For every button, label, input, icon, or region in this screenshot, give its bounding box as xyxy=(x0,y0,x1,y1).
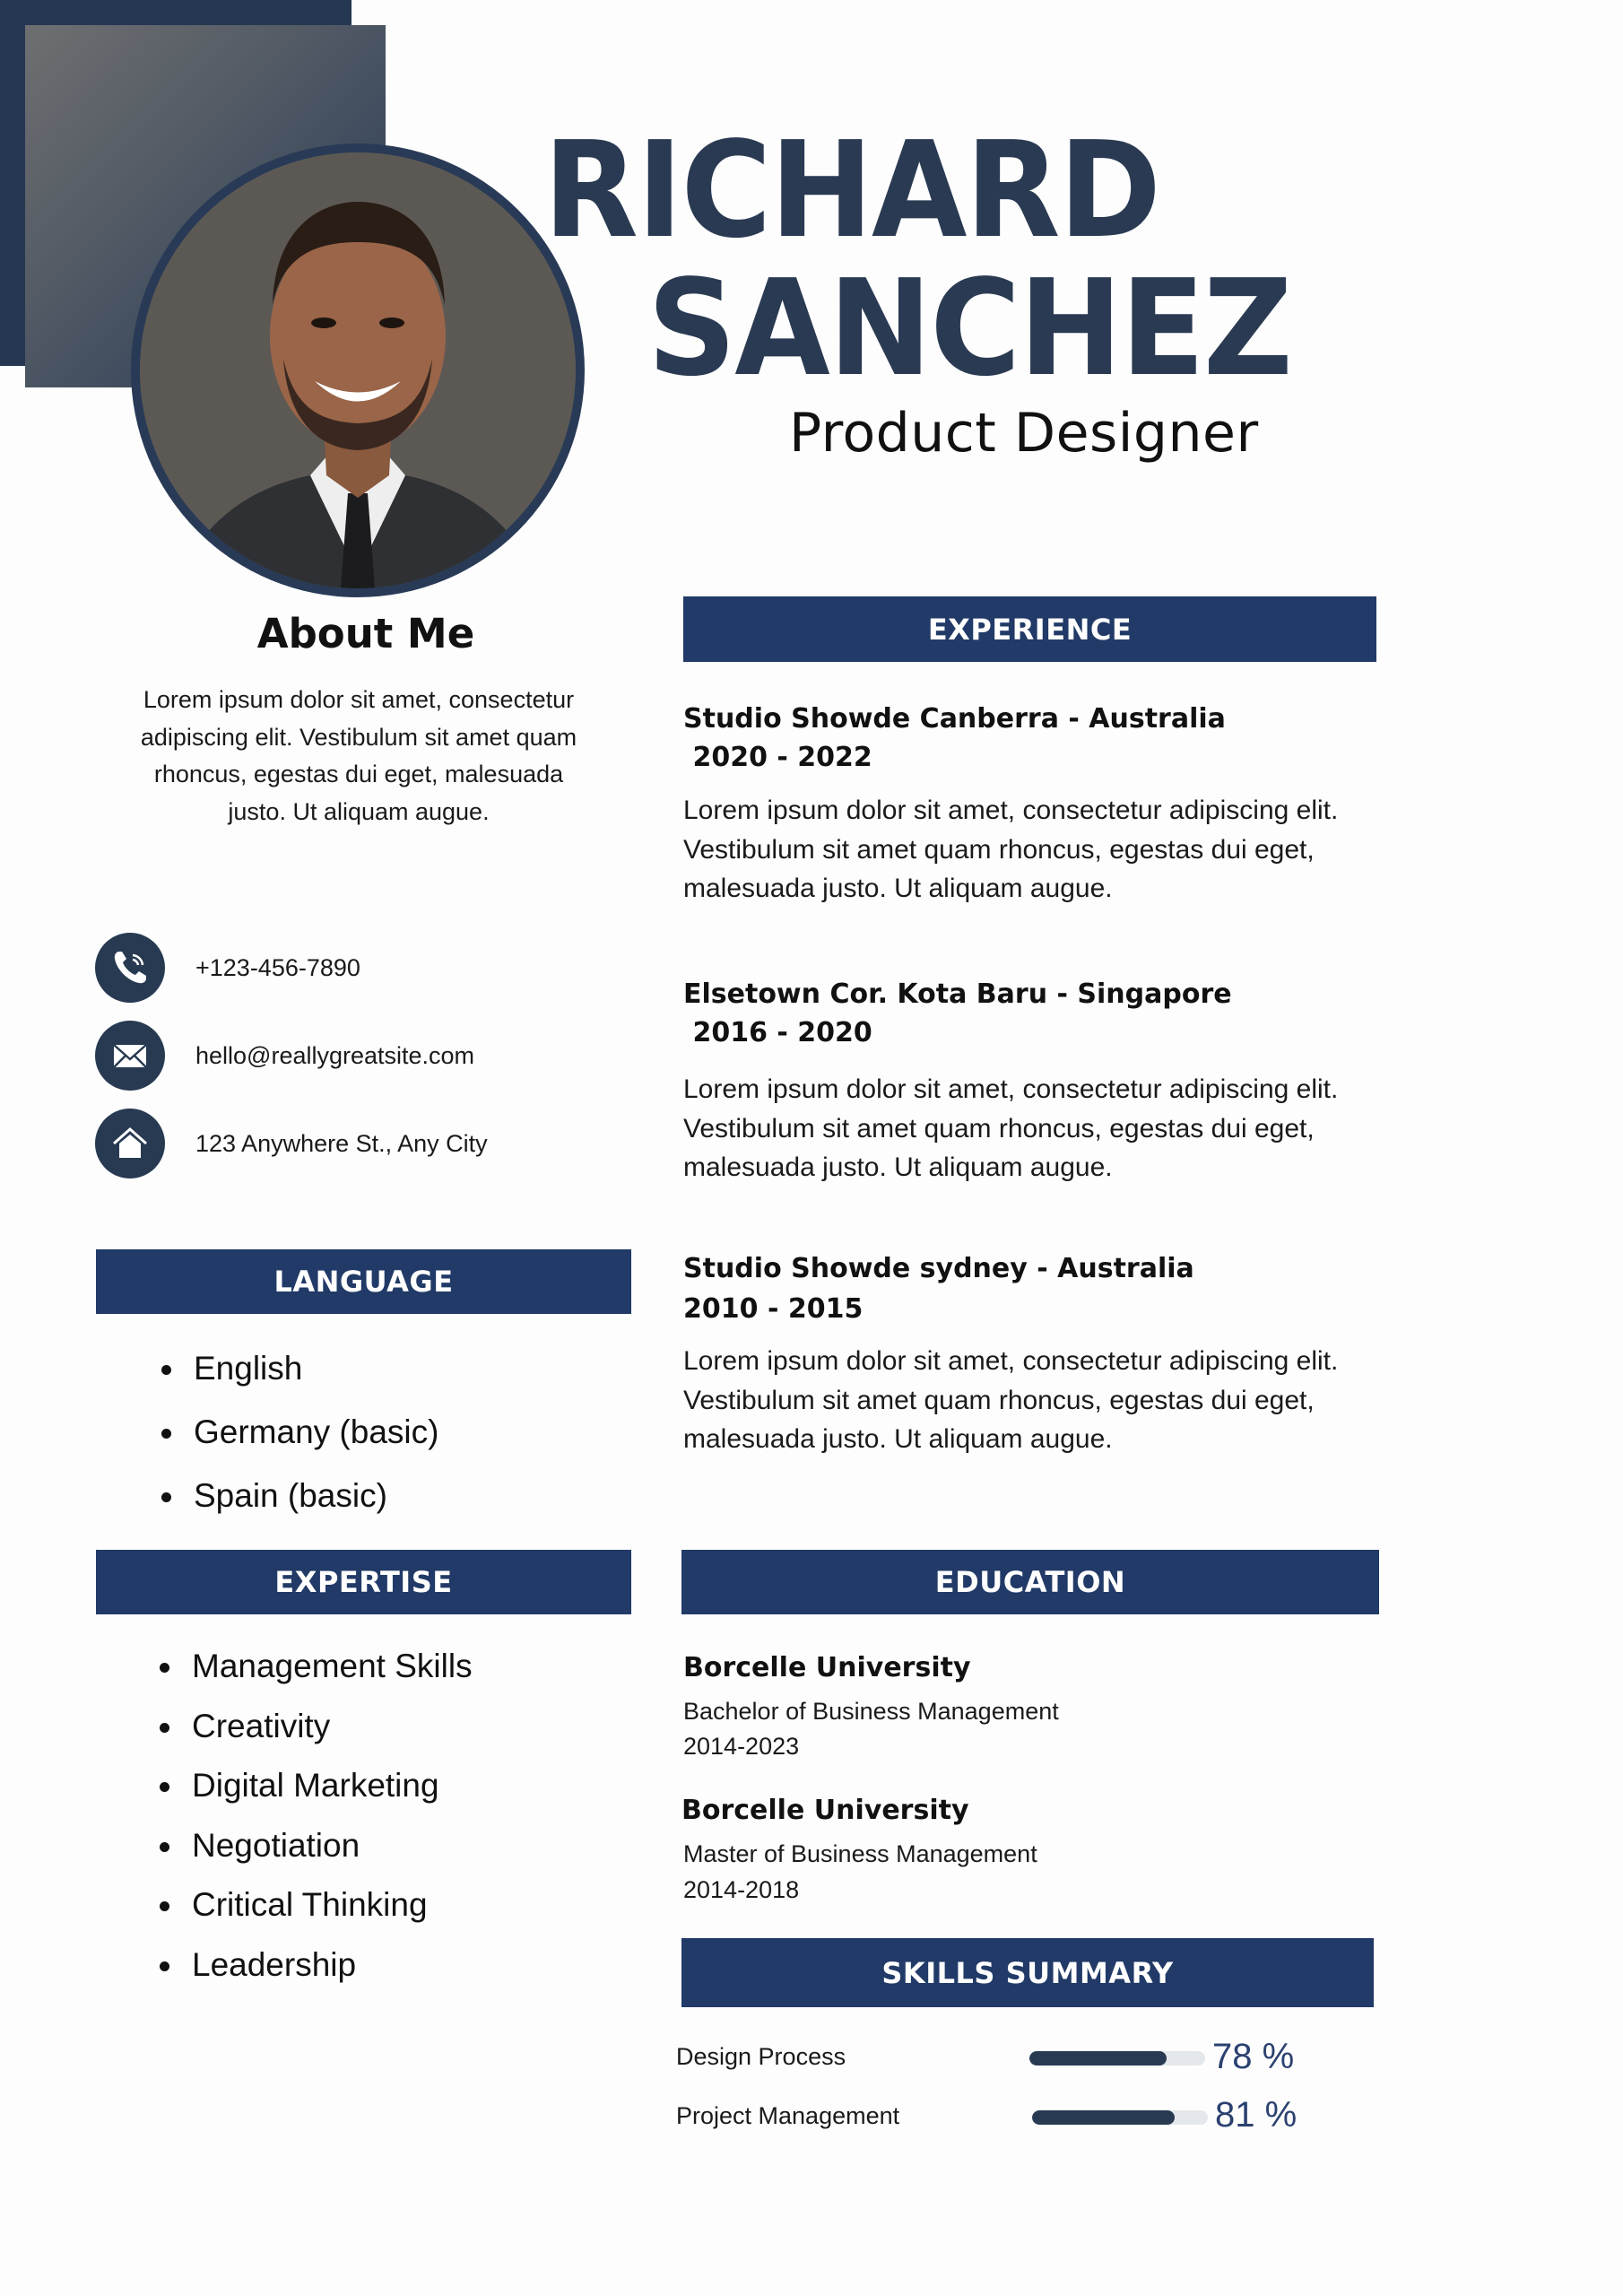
experience-dates: 2010 - 2015 xyxy=(683,1293,864,1325)
skill-progress-fill xyxy=(1029,2051,1167,2066)
language-item: Germany (basic) xyxy=(194,1413,439,1450)
experience-company: Studio Showde Canberra - Australia xyxy=(683,703,1226,735)
education-school: Borcelle University xyxy=(681,1795,969,1826)
education-years: 2014-2018 xyxy=(683,1876,800,1903)
language-item: Spain (basic) xyxy=(194,1477,387,1514)
education-years: 2014-2023 xyxy=(683,1733,800,1760)
about-text: Lorem ipsum dolor sit amet, consectetur adipiscing elit. Vestibulum sit amet quam rhoncus, egestas dui eget, malesuada justo. Ut aliquam augue. xyxy=(140,686,577,825)
experience-company: Studio Showde sydney - Australia xyxy=(683,1253,1194,1284)
education-degree: Master of Business Management xyxy=(683,1840,1037,1867)
last-name: SANCHEZ xyxy=(647,251,1291,405)
home-icon xyxy=(95,1109,165,1178)
job-title: Product Designer xyxy=(789,402,1259,465)
expertise-item: Leadership xyxy=(192,1946,357,1983)
first-name: RICHARD xyxy=(543,113,1160,267)
skills-summary-header: SKILLS SUMMARY xyxy=(681,1938,1374,2007)
experience-dates: 2020 - 2022 xyxy=(683,742,872,773)
education-degree: Bachelor of Business Management xyxy=(683,1698,1059,1725)
education-school: Borcelle University xyxy=(683,1652,971,1683)
mail-icon xyxy=(95,1021,165,1091)
skill-progress-fill xyxy=(1032,2110,1175,2125)
email-address: hello@reallygreatsite.com xyxy=(195,1041,475,1069)
skill-percentage: 81 % xyxy=(1215,2095,1298,2135)
contact-email xyxy=(95,1021,597,1091)
experience-header: EXPERIENCE xyxy=(683,596,1376,662)
language-header: LANGUAGE xyxy=(96,1249,631,1314)
phone-number: +123-456-7890 xyxy=(195,953,360,981)
phone-icon xyxy=(95,933,165,1003)
profile-photo xyxy=(140,152,576,588)
skill-label: Project Management xyxy=(676,2102,900,2129)
experience-dates: 2016 - 2020 xyxy=(683,1017,872,1048)
street-address: 123 Anywhere St., Any City xyxy=(195,1129,488,1157)
experience-description: Lorem ipsum dolor sit amet, consectetur adipiscing elit. Vestibulum sit amet quam rhoncus, egestas dui eget, malesuada justo. Ut aliquam augue. xyxy=(683,1346,1339,1454)
person-portrait-icon xyxy=(140,152,576,588)
experience-description: Lorem ipsum dolor sit amet, consectetur adipiscing elit. Vestibulum sit amet quam rhoncus, egestas dui eget, malesuada justo. Ut aliquam augue. xyxy=(683,796,1339,903)
expertise-item: Creativity xyxy=(192,1708,331,1744)
skill-progress-bar xyxy=(1032,2110,1208,2125)
expertise-item: Management Skills xyxy=(192,1648,473,1684)
about-heading: About Me xyxy=(256,610,475,657)
experience-company: Elsetown Cor. Kota Baru - Singapore xyxy=(683,978,1232,1010)
expertise-item: Digital Marketing xyxy=(192,1767,439,1804)
experience-description: Lorem ipsum dolor sit amet, consectetur adipiscing elit. Vestibulum sit amet quam rhoncus, egestas dui eget, malesuada justo. Ut aliquam augue. xyxy=(683,1074,1339,1182)
contact-phone xyxy=(95,933,597,1003)
language-item: English xyxy=(194,1350,303,1387)
expertise-header: EXPERTISE xyxy=(96,1550,631,1614)
expertise-item: Critical Thinking xyxy=(192,1886,428,1923)
skill-percentage: 78 % xyxy=(1212,2037,1295,2076)
expertise-item: Negotiation xyxy=(192,1827,360,1864)
skill-label: Design Process xyxy=(676,2043,846,2070)
education-header: EDUCATION xyxy=(681,1550,1379,1614)
skill-progress-bar xyxy=(1029,2051,1205,2066)
contact-address xyxy=(95,1109,597,1178)
